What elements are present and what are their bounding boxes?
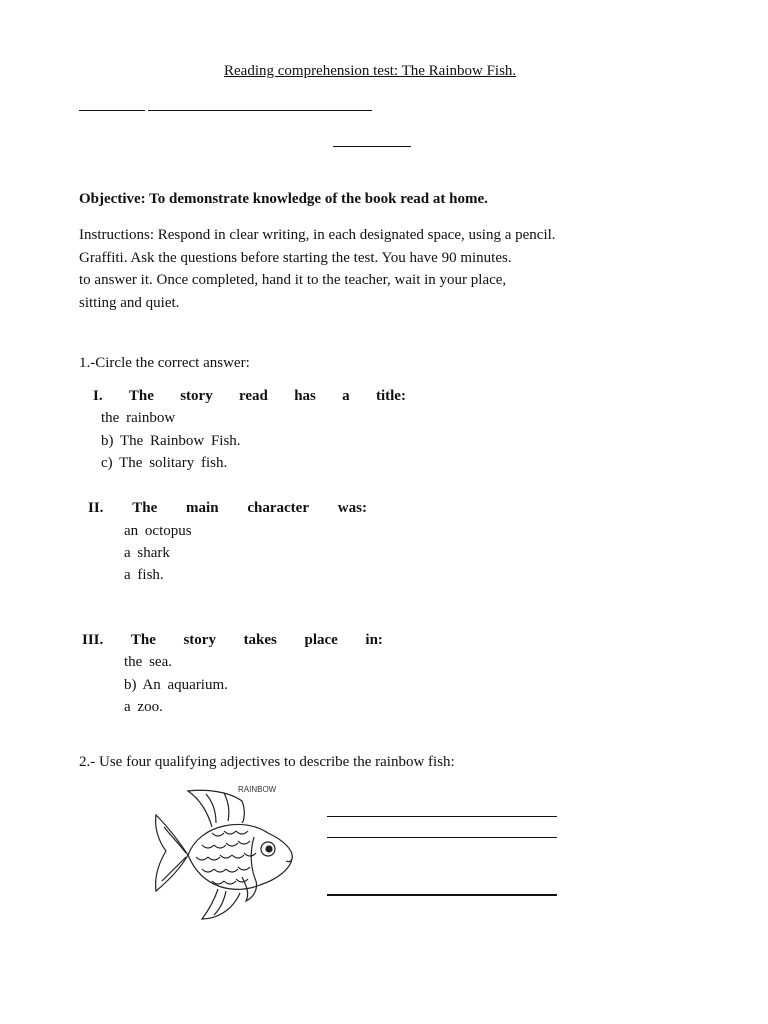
word: has — [294, 388, 316, 404]
word: The — [128, 388, 154, 404]
answer-option: b) The Rainbow Fish. — [101, 433, 241, 449]
rainbow-fish-image — [150, 785, 310, 925]
word: story — [183, 632, 216, 648]
word: place — [304, 632, 338, 648]
date-line — [333, 146, 411, 147]
answer-option: the sea. — [124, 654, 172, 670]
word: a — [342, 388, 350, 404]
answer-option: c) The solitary fish. — [101, 455, 228, 471]
question-1-part-3 — [82, 632, 383, 649]
word: was: — [337, 500, 367, 516]
word: The — [130, 632, 156, 648]
image-caption: RAINBOW — [238, 785, 277, 794]
name-line-long — [148, 110, 372, 111]
word: story — [180, 388, 213, 404]
roman-numeral: I. — [93, 388, 103, 404]
word: title: — [375, 388, 406, 404]
instructions-line: Graffiti. Ask the questions before starting the test. You have 90 minutes. — [79, 249, 512, 266]
fish-tail — [156, 815, 188, 891]
word: main — [186, 500, 219, 516]
name-line-short — [79, 110, 145, 111]
roman-numeral: III. — [82, 632, 104, 648]
answer-option: a zoo. — [124, 699, 163, 715]
question-1-part-1 — [93, 388, 406, 405]
answer-option: a fish. — [124, 567, 164, 583]
fish-bottom-fin — [202, 889, 240, 919]
answer-line — [327, 894, 557, 896]
instructions-line: to answer it. Once completed, hand it to the teacher, wait in your place, — [79, 272, 507, 288]
answer-option: the rainbow — [101, 410, 176, 426]
answer-line — [327, 837, 557, 838]
answer-option: an octopus — [124, 523, 192, 539]
word: character — [247, 500, 309, 516]
question-2-heading: 2.- Use four qualifying adjectives to describe the rainbow fish: — [79, 754, 455, 770]
instructions-line: sitting and quiet. — [79, 294, 180, 311]
instructions-line: Instructions: Respond in clear writing, in each designated space, using a pencil. — [79, 227, 556, 243]
word: The — [132, 500, 158, 516]
answer-option: a shark — [124, 545, 170, 561]
word: takes — [243, 632, 277, 648]
objective: Objective: To demonstrate knowledge of the book read at home. — [79, 191, 488, 207]
roman-numeral: II. — [88, 500, 104, 516]
word: read — [239, 388, 268, 404]
question-1-heading: 1.-Circle the correct answer: — [79, 355, 250, 371]
page-title: Reading comprehension test: The Rainbow Fish. — [224, 63, 517, 79]
word: in: — [365, 632, 383, 648]
answer-line — [327, 816, 557, 817]
answer-option: b) An aquarium. — [124, 677, 228, 693]
question-1-part-2 — [88, 500, 367, 517]
instructions — [79, 224, 556, 314]
